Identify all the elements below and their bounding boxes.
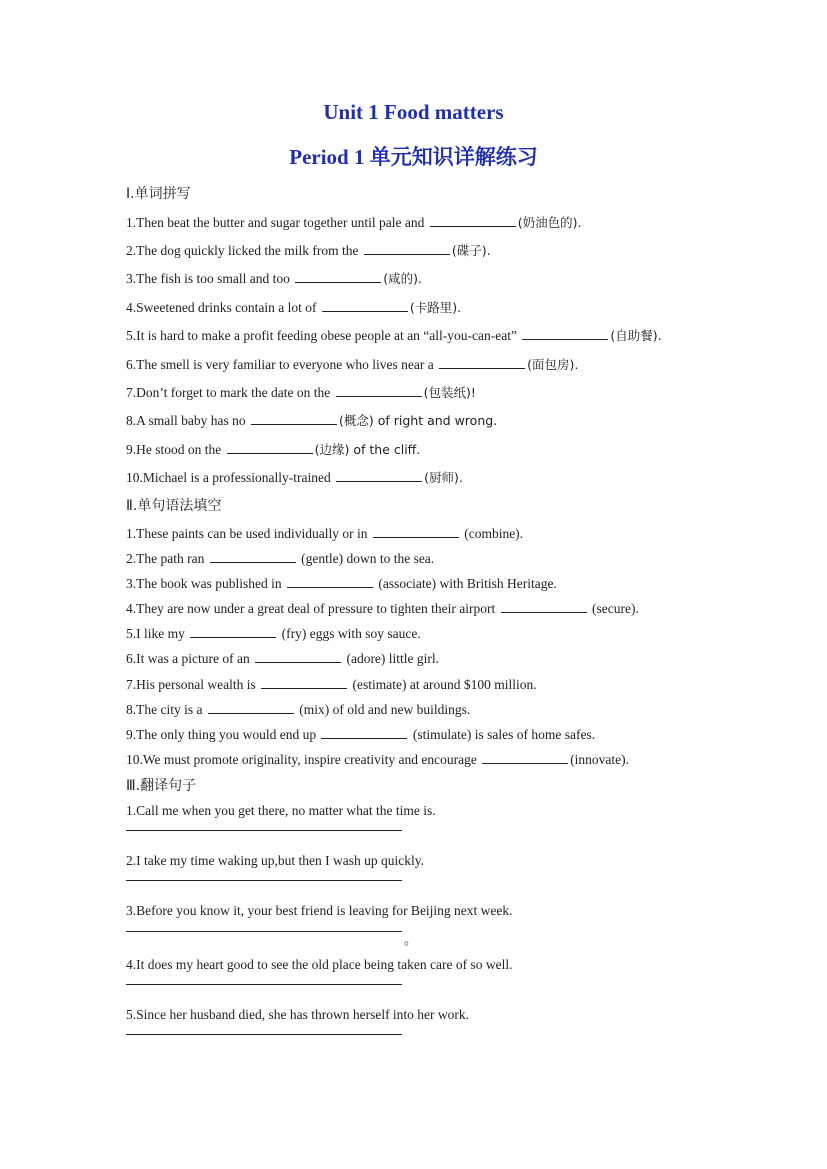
spelling-item <box>126 268 422 287</box>
answer-blank[interactable] <box>255 648 341 663</box>
item-text: 9.The only thing you would end up <box>126 727 320 742</box>
translation-item: 1.Call me when you get there, no matter what the time is. <box>126 803 436 818</box>
item-text: 4.They are now under a great deal of pressure to tighten their airport <box>126 601 499 616</box>
grammar-item <box>126 724 595 743</box>
item-text: 2.The dog quickly licked the milk from the <box>126 243 362 258</box>
answer-blank[interactable] <box>430 212 516 227</box>
translation-item: 3.Before you know it, your best friend is leaving for Beijing next week. <box>126 903 513 918</box>
answer-blank[interactable] <box>210 548 296 563</box>
translation-item: 4.It does my heart good to see the old place being taken care of so well. <box>126 957 513 972</box>
answer-blank[interactable] <box>227 439 313 454</box>
item-hint: (associate) with British Heritage. <box>374 576 557 591</box>
spelling-item <box>126 382 476 401</box>
answer-blank[interactable] <box>321 724 407 739</box>
spelling-item <box>126 354 578 373</box>
item-hint: (innovate). <box>570 752 630 767</box>
translation-item: 2.I take my time waking up,but then I wash up quickly. <box>126 853 424 868</box>
item-text: 5.I like my <box>126 626 189 641</box>
item-text: 10.Michael is a professionally-trained <box>126 470 335 485</box>
answer-blank[interactable] <box>336 382 422 397</box>
item-hint: (自助餐). <box>610 328 662 343</box>
item-hint: (咸的). <box>383 271 422 286</box>
item-hint: (secure). <box>588 601 639 616</box>
section-heading-spelling: Ⅰ.单词拼写 <box>126 186 191 202</box>
item-text: 9.He stood on the <box>126 442 225 457</box>
item-text: 1.These paints can be used individually or in <box>126 526 371 541</box>
item-text: 4.Sweetened drinks contain a lot of <box>126 300 320 315</box>
item-hint: (奶油色的). <box>517 215 582 230</box>
answer-blank[interactable] <box>190 623 276 638</box>
item-hint: (包装纸)! <box>423 385 476 400</box>
answer-blank[interactable] <box>482 749 568 764</box>
grammar-item <box>126 623 421 642</box>
translation-answer-line[interactable] <box>126 830 402 831</box>
item-text: 5.It is hard to make a profit feeding obese people at an “all-you-can-eat” <box>126 328 521 343</box>
item-text: 8.A small baby has no <box>126 413 249 428</box>
item-text: 1.Then beat the butter and sugar together until pale and <box>126 215 428 230</box>
section-heading-translation: Ⅲ.翻译句子 <box>126 778 197 794</box>
answer-blank[interactable] <box>522 325 608 340</box>
grammar-item <box>126 699 470 718</box>
item-text: 6.The smell is very familiar to everyone who lives near a <box>126 357 438 372</box>
answer-blank[interactable] <box>208 699 294 714</box>
item-hint: (combine). <box>460 526 524 541</box>
item-hint: (概念) of right and wrong. <box>339 413 498 428</box>
grammar-item <box>126 648 439 667</box>
translation-answer-line[interactable] <box>126 984 402 985</box>
answer-blank[interactable] <box>336 467 422 482</box>
answer-blank[interactable] <box>295 268 381 283</box>
translation-answer-line[interactable] <box>126 931 402 932</box>
section-heading-grammar: Ⅱ.单句语法填空 <box>126 498 222 514</box>
grammar-item <box>126 674 537 693</box>
answer-blank[interactable] <box>261 674 347 689</box>
answer-blank[interactable] <box>373 523 459 538</box>
grammar-item <box>126 749 629 768</box>
item-hint: (面包房). <box>527 357 579 372</box>
spelling-item <box>126 325 662 344</box>
end-mark: 。 <box>404 932 418 947</box>
answer-blank[interactable] <box>322 297 408 312</box>
item-hint: (stimulate) is sales of home safes. <box>409 727 596 742</box>
item-text: 10.We must promote originality, inspire creativity and encourage <box>126 752 481 767</box>
translation-answer-line[interactable] <box>126 1034 402 1035</box>
item-hint: (gentle) down to the sea. <box>297 551 435 566</box>
item-hint: (厨师). <box>424 470 463 485</box>
spelling-item <box>126 297 461 316</box>
item-text: 3.The fish is too small and too <box>126 271 294 286</box>
item-text: 8.The city is a <box>126 702 206 717</box>
grammar-item <box>126 548 434 567</box>
translation-item: 5.Since her husband died, she has thrown herself into her work. <box>126 1007 470 1022</box>
item-text: 2.The path ran <box>126 551 208 566</box>
spelling-item <box>126 240 491 259</box>
item-hint: (碟子). <box>451 243 491 258</box>
item-text: 3.The book was published in <box>126 576 285 591</box>
item-hint: (mix) of old and new buildings. <box>295 702 471 717</box>
spelling-item <box>126 212 582 231</box>
grammar-item <box>126 598 639 617</box>
page-subtitle: Period 1 单元知识详解练习 <box>289 145 538 169</box>
item-text: 7.His personal wealth is <box>126 677 260 692</box>
translation-answer-line[interactable] <box>126 880 402 881</box>
answer-blank[interactable] <box>251 410 337 425</box>
item-text: 6.It was a picture of an <box>126 651 254 666</box>
answer-blank[interactable] <box>287 573 373 588</box>
answer-blank[interactable] <box>364 240 450 255</box>
spelling-item <box>126 439 420 458</box>
page-title: Unit 1 Food matters <box>323 100 504 124</box>
item-text: 7.Don’t forget to mark the date on the <box>126 385 334 400</box>
item-hint: (estimate) at around $100 million. <box>349 677 537 692</box>
item-hint: (卡路里). <box>409 300 462 315</box>
spelling-item <box>126 410 497 429</box>
item-hint: (adore) little girl. <box>343 651 440 666</box>
spelling-item <box>126 467 463 486</box>
grammar-item <box>126 573 557 592</box>
item-hint: (边缘) of the cliff. <box>314 442 421 457</box>
answer-blank[interactable] <box>439 354 525 369</box>
answer-blank[interactable] <box>501 598 587 613</box>
item-hint: (fry) eggs with soy sauce. <box>278 626 421 641</box>
grammar-item <box>126 523 523 542</box>
